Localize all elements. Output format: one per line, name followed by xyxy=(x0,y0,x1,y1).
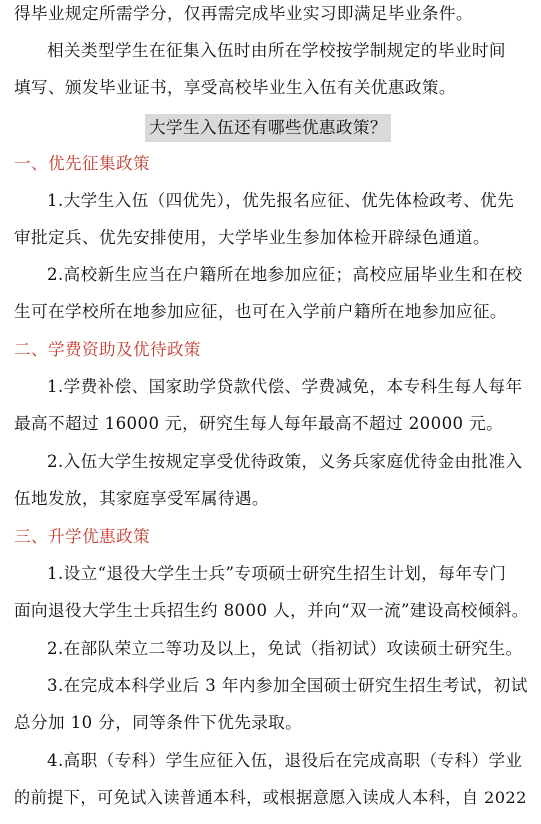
section-title: 大学生入伍还有哪些优惠政策？ xyxy=(149,118,387,137)
section-title-highlight xyxy=(145,114,391,142)
section-3-paragraph-2-line-1: 2.在部队荣立二等功及以上，免试（指初试）攻读硕士研究生。 xyxy=(47,639,523,658)
section-1-paragraph-2-line-1: 2.高校新生应当在户籍所在地参加应征；高校应届毕业生和在校 xyxy=(47,265,523,284)
section-3-heading: 三、升学优惠政策 xyxy=(14,527,150,546)
section-2-paragraph-1-line-2: 最高不超过 16000 元，研究生每人每年最高不超过 20000 元。 xyxy=(14,414,504,433)
section-3-paragraph-4-line-2: 的前提下，可免试入读普通本科，或根据意愿入读成人本科，自 2022 xyxy=(14,788,527,807)
section-1-paragraph-1-line-1: 1.大学生入伍（四优先），优先报名应征、优先体检政考、优先 xyxy=(47,191,515,210)
section-3-paragraph-3-line-2: 总分加 10 分，同等条件下优先录取。 xyxy=(14,713,303,732)
section-2-paragraph-2-line-1: 2.入伍大学生按规定享受优待政策，义务兵家庭优待金由批准入 xyxy=(47,452,523,471)
section-3-paragraph-3-line-1: 3.在完成本科学业后 3 年内参加全国硕士研究生招生考试，初试 xyxy=(47,676,528,695)
section-3-paragraph-4-line-1: 4.高职（专科）学生应征入伍，退役后在完成高职（专科）学业 xyxy=(47,751,523,770)
section-1-paragraph-2-line-2: 生可在学校所在地参加应征，也可在入学前户籍所在地参加应征。 xyxy=(14,302,507,321)
intro-line-1: 得毕业规定所需学分，仅再需完成毕业实习即满足毕业条件。 xyxy=(14,4,473,23)
section-3-paragraph-1-line-1: 1.设立“退役大学生士兵”专项硕士研究生招生计划，每年专门 xyxy=(47,564,507,583)
section-2-heading: 二、学费资助及优待政策 xyxy=(14,340,201,359)
intro-line-3: 填写、颁发毕业证书，享受高校毕业生入伍有关优惠政策。 xyxy=(14,78,456,97)
section-3-paragraph-1-line-2: 面向退役大学生士兵招生约 8000 人，并向“双一流”建设高校倾斜。 xyxy=(14,601,529,620)
section-1-paragraph-1-line-2: 审批定兵、优先安排使用，大学毕业生参加体检开辟绿色通道。 xyxy=(14,228,490,247)
section-2-paragraph-1-line-1: 1.学费补偿、国家助学贷款代偿、学费减免，本专科生每人每年 xyxy=(47,377,523,396)
section-1-heading: 一、优先征集政策 xyxy=(14,154,150,173)
section-2-paragraph-2-line-2: 伍地发放，其家庭享受军属待遇。 xyxy=(14,489,269,508)
intro-line-2: 相关类型学生在征集入伍时由所在学校按学制规定的毕业时间 xyxy=(47,41,506,60)
